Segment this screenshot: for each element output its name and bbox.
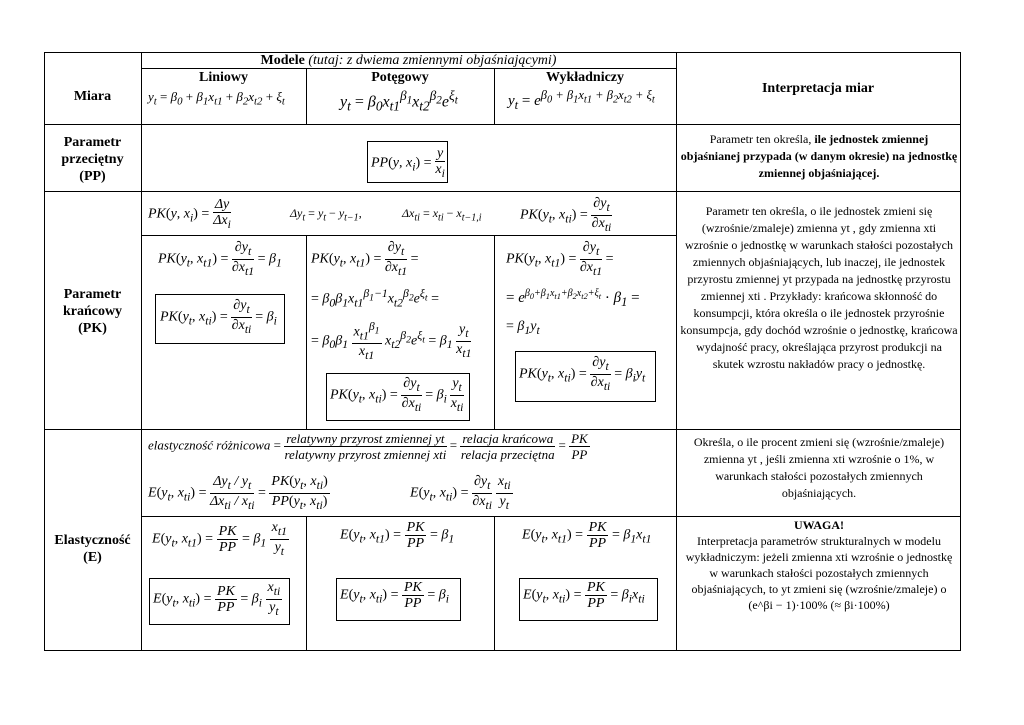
pk-power-formula-3: = $\beta_0\beta_1$ $\frac{x_{t1}^{\beta_1}}{x_{t1}}$ $x_{t2}^{\beta_2}e^{\xi_t} = \beta_1$ $\frac{y_t}{x_{t1}}$ [311,320,472,363]
el-diff-formula: elastyczność różnicowa = relatywny przyrost zmiennej yt relatywny przyrost zmiennej xti = relacja krańcowa relacja przeciętna = $\frac{PK}{PP}$ [148,431,588,462]
pp-label-2: przeciętny [61,152,124,167]
rule-pp-bottom [44,191,961,192]
linear-formula: $y_t = \beta_0 + \beta_1x_{t1} + \beta_2x_{t2} + \xi_t$ [148,89,285,108]
el-interpretation: Określa, o ile procent zmieni się (wzrośnie/zmaleje) zmienna yt , jeśli zmienna xti wzrośnie o 1%, w warunkach stałości pozostałych zmiennych objaśniających. [693,435,945,500]
el-derivative-formula: $E(y_t$, $x_{ti}$) = $\partial y_t$ $\partial x_{ti}$ $x_{ti}$ $y_t$ [410,474,511,512]
pk-label [44,286,141,337]
pk-linear-box-formula: $PK(y_t$, $x_{ti}$) = $\partial y_t$ $\partial x_{ti}$ = $\beta_i$ [160,298,277,336]
el-power-box-formula: $E(y_t$, $x_{ti}$) = $\frac{PK}{PP}$ = $\beta_i$ [340,580,449,611]
pk-linear-formula: $PK(y_t$, $x_{t1}$) = $\frac{\partial y_t}{\partial x_{t1}}$ = $\beta_1$ [158,240,282,278]
pp-label [44,134,141,185]
exponential-header: Wykładniczy [545,70,625,85]
el-note-text: Interpretacja parametrów strukturalnych w modelu wykładniczym: jeżeli zmienna xti wzrośnie o jednostkę w warunkach stałości pozostałych zmiennych objaśniających, to yt zmieni się (wzrośnie/zmaleje) o (e^βi − 1)·100% (≈ βi·100%) [685,534,953,612]
el-note-title: UWAGA! [794,518,844,532]
pk-label-1: Parametr [63,287,122,302]
pp-interp-lead: Parametr ten określa, [709,132,812,146]
el-rel2-num: relacja krańcowa [462,431,554,446]
pk-general-formula: PK(y, $x_i$) = Δy $\Delta x_i$ [148,197,231,231]
rule-right [960,52,961,651]
pk-power-formula-1: $PK(y_t$, $x_{t1}$) = $\frac{\partial y_t}{\partial x_{t1}}$ = [311,240,419,278]
el-label-1: Elastyczność [54,533,131,548]
el-rel-den: relatywny przyrost zmiennej xti [284,447,447,462]
models-title [141,53,676,69]
rule-bottom [44,650,961,651]
measure-header: Miara [73,89,112,104]
el-exp-box-formula: $E(y_t$, $x_{ti}$) = $\frac{PK}{PP}$ = $\beta_ix_{ti}$ [523,580,645,611]
rule-col-pow-pk [494,235,495,430]
el-pp-den: PP [571,447,588,462]
el-note [680,517,958,613]
rule-header-bottom [44,124,961,125]
delta-y-formula: $\Delta y_t = y_t - y_{t-1}$, [290,206,362,224]
pk-exp-box-formula: $PK(y_t$, $x_{ti}$) = $\partial y_t$ $\partial x_{ti}$ = $\beta_iy_t$ [519,355,646,393]
rule-pk-general [141,235,676,236]
pp-label-1: Parametr [63,135,122,150]
el-exp-formula: $E(y_t$, $x_{t1}$) = $\frac{PK}{PP}$ = $\beta_1x_{t1}$ [522,520,652,551]
rule-col-pow-el [494,516,495,651]
rule-col-lin-pk [306,235,307,430]
el-pk-num: PK [571,431,588,446]
el-diff-label: elastyczność różnicowa [148,437,271,453]
el-label-2: (E) [83,550,102,565]
el-linear-box-formula: $E(y_t$, $x_{ti}$) = $\frac{PK}{PP}$ = $\beta_i$ $x_{ti}$ $y_t$ [153,580,281,618]
el-power-formula: $E(y_t$, $x_{t1}$) = $\frac{PK}{PP}$ = $\beta_1$ [340,520,455,551]
rule-el-general [141,516,676,517]
rule-col-lin-el [306,516,307,651]
power-formula: $y_t = \beta_0x_{t1}^{\beta_1}x_{t2}^{\beta_2}e^{\xi_t}$ [340,88,458,114]
rule-interp [676,52,677,651]
pk-exp-formula-3: = $\beta_1y_t$ [506,319,540,337]
models-title-text: Modele [260,53,305,68]
pk-interpretation: Parametr ten określa, o ile jednostek zmieni się (wzrośnie/zmaleje) zmienna yt , gdy zmienna xti wzrośnie o jednostkę w warunkach stałości pozostałych zmiennych objaśniających, lub inaczej, ile jednostek przyrostu zmiennej yt przypada na jednostkę przyrostu zmiennej xti . Przykłady: krańcowa skłonność do konsumpcji, która określa o ile jednostek przyrośnie konsumpcja, gdy dochód wzrośnie o jednostkę, krańcowa wydajność pracy, określająca przyrost produkcji na skutek wzrostu nakładów pracy o jednostkę. [680,204,958,371]
interp-header: Interpretacja miar [761,81,875,96]
power-header: Potęgowy [371,70,429,85]
el-rel-num: relatywny przyrost zmiennej yt [286,431,445,446]
rule-pk-bottom [44,429,961,430]
models-note: (tutaj: z dwiema zmiennymi objaśniającymi) [308,53,557,68]
exp-formula: $y_t = e^{\beta_0 + \beta_1x_{t1} + \beta_2x_{t2} + \xi_t}$ [508,88,655,112]
pk-label-2: krańcowy [62,304,123,319]
pk-power-formula-2: = $\beta_0\beta_1x_{t1}^{\beta_1-1}x_{t2}^{\beta_2}e^{\xi_t}$ = [311,287,439,310]
pp-formula: PP(y, $x_i$) = $\frac{y}{x_i}$ [371,146,445,180]
pp-interp-bold: ile jednostek zmiennej objaśnianej przypada (w danym okresie) na jednostkę zmiennej objaśniającej. [680,132,958,180]
pk-exp-formula-1: $PK(y_t$, $x_{t1}$) = $\frac{\partial y_t}{\partial x_{t1}}$ = [506,240,614,278]
pk-derivative-formula: $PK(y_t$, $x_{ti}$) = $\partial y_t$ $\partial x_{ti}$ [520,196,612,234]
rule-measure [141,52,142,651]
linear-header: Liniowy [198,70,248,85]
delta-x-formula: $\Delta x_{ti} = x_{ti} - x_{t-1,i}$ [402,206,482,224]
el-rel2-den: relacja przeciętna [460,447,555,462]
el-ratio-formula: $E(y_t$, $x_{ti}$) = $\Delta y_t / y_t$ $\Delta x_{ti} / x_{ti}$ = $PK(y_t$, $x_{ti}$) $PP(y_t$, $x_{ti}$) [148,474,328,512]
pp-label-3: (PP) [79,169,106,184]
pk-power-box-formula: $PK(y_t$, $x_{ti}$) = $\partial y_t$ $\partial x_{ti}$ = $\beta_i$ $y_t$ $x_{ti}$ [330,376,464,414]
pp-interpretation [680,131,958,182]
el-linear-formula: $E(y_t$, $x_{t1}$) = $\frac{PK}{PP}$ = $\beta_1$ $\frac{x_{t1}}{y_t}$ [152,520,287,558]
el-label [44,532,141,566]
pk-exp-formula-2: = $e^{\beta_0+\beta_1x_{t1}+\beta_2x_{t2}+\xi_t} \cdot \beta_1$ = [506,288,640,309]
pk-label-3: (PK) [78,321,107,336]
